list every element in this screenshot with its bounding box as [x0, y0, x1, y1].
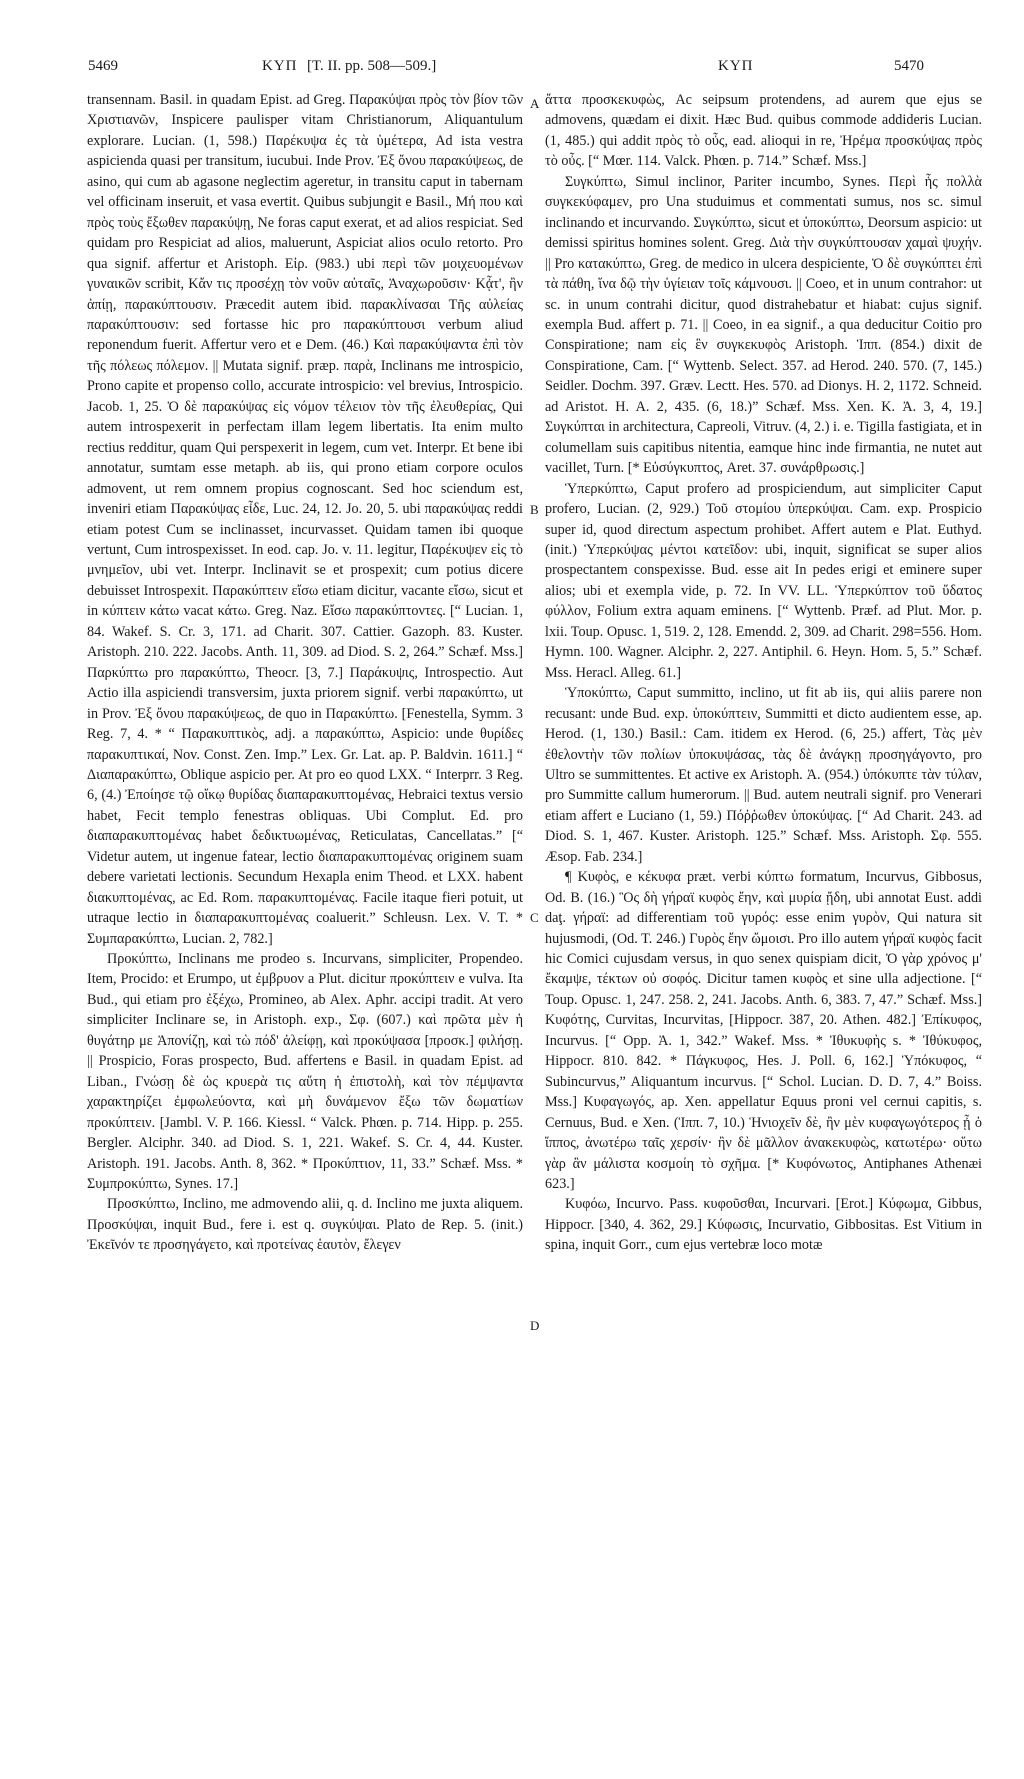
entry-prokypto: Προκύπτω, Inclinans me prodeo s. Incurvans, simpliciter, Propendeo. Item, Procido: et Erumpo, ut ἐμβρυον a Plut. dicitur προκύπτειν e vulva. Ita Bud., qui etiam pro ἐξέχω, Promineo, ab Alex. Aphr. accipi tradit. At vero simpliciter Inclinare se, in Aristoph. exp., Σφ. (607.) καὶ πρῶτα μὲν ἡ θυγάτηρ με Ἀπονίζῃ, καὶ τὼ πόδ' ἀλείφῃ, καὶ προκύψασα [προσκ.] φιλήσῃ. || Prospicio, Foras prospecto, Bud. affertens e Basil. in quadam Epist. ad Liban., Γνώσῃ δὲ ὡς κρυερὰ τις αὕτη ἡ ἐπιστολὴ, καὶ τὸν πέμψαντα χαρακτηρίζει ἐμφωλεύοντα, καὶ μὴ δυνάμενον ἔξω τῶν δωματίων προκύπτειν. [Jambl. V. P. 166. Kiessl. “ Valck. Phœn. p. 714. Hipp. p. 255. Bergler. Alciphr. 340. ad Diod. S. 1, 221. Wakef. S. Cr. 4, 44. Kuster. Aristoph. 191. Jacobs. Anth. 8, 362. * Προκύπτιον, 11, 33.” Schæf. Mss. * Συμπροκύπτω, Synes. 17.] — [87, 951, 523, 1193]
margin-letter-d: D — [530, 1318, 540, 1333]
entry-proskypto-cont: ἄττα προσκεκυφὼς, Ac seipsum protendens, ad aurem que ejus se admovens, quædam ei dixit. Hæc Bud. quibus commode addideris Lucian. (1, 485.) qui addit πρὸς τὸ οὖς, ead. alioqui in re, Ἠρέμα προσκύψας πρὸς τὸ οὖς. [“ Mœr. 114. Valck. Phœn. p. 714.” Schæf. Mss.] — [545, 92, 982, 170]
margin-letter-c: C — [530, 910, 539, 925]
entry-parakypto-cont: transennam. Basil. in quadam Epist. ad Greg. Παρακύψαι πρὸς τὸν βίον τῶν Χριστιανῶν, Inspicere paulisper vitam Christianorum, Aliquantulum explorare. Lucian. (1, 598.) Παρέκυψα ἐς τὰ ὑμέτερα, Ad ista vestra aspicienda quasi per transitum, iucubui. Inde Prov. Ἐξ ὄνου παρακύψεως, de asino, qui cum ab agasone neglectim ageretur, in transitu caput in tabernam vel officinam inseruit, et vasa evertit. Quibus subjungit e Basil., Μή που καὶ πρὸς τοὺς ἔξωθεν παρακύψῃ, Ne foras caput exerat, et ad alios respiciat. Sed quidam pro Respiciat ad alios, maluerunt, Aspiciat alios oculo retorto. Pro qua signif. affertur et Aristoph. Εἰρ. (983.) ubi περὶ τῶν μοιχευομένων γυναικῶν scribit, Κἄν τις προσέχῃ τὸν νοῦν αὐταῖς, Ἀναχωροῦσιν· Κᾆτ', ἢν ἀπίῃ, παρακύπτουσιν. Præcedit autem ibid. παρακλίνασαι Τῆς αὐλείας παρακύπτουσιν: sed fortasse hic pro παρακύπτουσι verbum aliud reponendum fuerit. Affertur vero et e Dem. (46.) Καὶ παρακύψαντα ἐπὶ τὸν τῆς πόλεως πόλεμον. || Mutata signif. præp. παρὰ, Inclinans me introspicio, Prono capite et propenso collo, accurate introspicio: vel brevius, Introspicio. Jacob. 1, 25. Ὁ δὲ παρακύψας εἰς νόμον τέλειον τὸν τῆς ἐλευθερίας, Qui autem introspexerit in perfectam illam legem libertatis. Ita enim multo rectius redditur, quam Qui perspexerit in legem, cum vet. Interpr. Et bene ibi annotatur, sumtam esse metaph. ab iis, qui prono etiam corpore oculos admovent, ut rem omnem propius cognoscant. Sed hoc sciendum est, inveniri etiam Παρακύψας εἶδε, Luc. 24, 12. Jo. 20, 5. ubi παρακύψας reddi etiam potest Cum se inclinasset, incurvasset. Quidam tamen ibi quoque vertunt, Cum introspexisset. In eod. cap. Jo. v. 11. legitur, Παρέκυψεν εἰς τὸ μνημεῖον, ubi vet. Interpr. Inclinavit se et prospexit; cum potius dicere debuisset Introspexit. Παρακύπτειν εἴσω etiam dicitur, vacante εἴσω, sicut et in κύπτειν κάτω vacat κάτω. Greg. Naz. Εἴσω παρακύπτοντες. [“ Lucian. 1, 84. Wakef. S. Cr. 3, 171. ad Charit. 307. Cattier. Gazoph. 83. Kuster. Aristoph. 210. 222. Jacobs. Anth. 11, 309. ad Diod. S. 2, 264.” Schæf. Mss.] Παρκύπτω pro παρακύπτω, Theocr. [3, 7.] Παράκυψις, Introspectio. Aut Actio illa aspiciendi transversim, juxta priorem signif. verbi παρακύπτω, ut in Prov. Ἐξ ὄνου παρακύψεως, de quo in Παρακύπτω. [Fenestella, Symm. 3 Reg. 7, 4. * “ Παρακυπτικὸς, adj. a παρακύπτω, Aspicio: unde θυρίδες παρακυπτικαί, Nov. Const. Zen. Imp.” Lex. Gr. Lat. ap. P. Baldvin. 1611.] “ Διαπαρακύπτω, Oblique aspicio per. At pro eo quod LXX. “ Interprr. 3 Reg. 6, (4.) Ἐποίησε τῷ οἴκῳ θυρίδας διαπαρακυπτομένας, Hebraici textus versio habet, Fecit templo fenestras obliquas. Ubi Complut. Ed. pro διαπαρακυπτομένας habet δεδικτυωμένας, Reticulatas, Cancellatas.” [“ Videtur autem, ut ingenue fatear, lectio διαπαρακυπτομένας originem suam debere varietati lectionis. Secundum Hexapla enim Theod. et LXX. habent διακυπτομένας, ac Ed. Rom. παρακυπτομένας. Facile itaque fieri potuit, ut utraque lectio in διαπαρακυπτομένας coaluerit.” Schleusn. Lex. V. T. * Συμπαρακύπτω, Lucian. 2, 782.] — [87, 92, 524, 947]
entry-kyphoo: Κυφόω, Incurvo. Pass. κυφοῦσθαι, Incurvari. [Erot.] Κύφωμα, Gibbus, Hippocr. [340, 4. 362, 29.] Κύφωσις, Incurvatio, Gibbositas. Est Vitium in spina, inquit Gorr., cum ejus vertebræ loco motæ — [545, 1196, 982, 1254]
left-column — [87, 90, 523, 1256]
entry-synkypto: Συγκύπτω, Simul inclinor, Pariter incumbo, Synes. Περὶ ἧς πολλὰ συγκεκύφαμεν, pro Una studuimus et commentati sumus, nos sc. simul inclinando et incurvando. Συγκύπτω, sicut et ὑποκύπτω, Deorsum aspicio: ut demissi spiritus homines solent. Greg. Διὰ τὴν συγκύπτουσαν χαμαὶ ψυχήν. || Pro κατακύπτω, Greg. de medico in ulcera despiciente, Ὁ δὲ συγκύπτει ἐπὶ τὰ πάθη, ἵνα δῷ τὴν ὑγίειαν τοῖς κάμνουσι. || Coeo, et in unum contrahor: ut sc. in unum contrahi dicitur, quod distrahebatur et hiabat: cujus signif. exempla Bud. affert p. 71. || Coeo, in ea signif., a qua deducitur Coitio pro Conspiratione; nam εἰς ἓν συγκεκυφὸς Aristoph. Ἱππ. (854.) dixit de Conspiratione, Cam. [“ Wyttenb. Select. 357. ad Herod. 240. 570. (7, 145.) Seidler. Dochm. 397. Græv. Lectt. Hes. 570. ad Dionys. H. 2, 1172. Schneid. ad Aristot. H. A. 2, 435. (6, 18.)” Schæf. Mss. Xen. K. Ἀ. 3, 4, 19.] Συγκύπται in architectura, Capreoli, Vitruv. (4, 2.) i. e. Tigilla fastigiata, et in columellam suis capitibus nitentia, eamque hinc inde firmantia, ne nutet aut vacillet, Turn. [* Εὐσύγκυπτος, Aret. 37. συνάρθρωσις.] — [545, 173, 982, 477]
margin-letter-a: A — [530, 96, 540, 111]
margin-letter-b: B — [530, 502, 539, 517]
entry-hypokypto: Ὑποκύπτω, Caput summitto, inclino, ut fit ab iis, qui aliis parere non recusant: unde Bud. exp. ὑποκύπτειν, Summitti et dicto audientem esse, ap. Herod. (1, 130.) Basil.: Cam. itidem ex Herod. (6, 25.) affert, Τὰς μὲν ἐθελοντὴν τῶν πολίων ὑποκυψάσας, τὰς δὲ ἀνάγκῃ προσηγάγοντο, pro Ultro se summittentes. Et active ex Aristoph. Ἀ. (954.) ὑπόκυπτε τὰν τύλαν, pro Summitte callum humerorum. || Bud. autem neutrali signif. pro Venerari etiam affert e Luciano (1, 59.) Πόῤῥωθεν ὑποκύψας. [“ Ad Charit. 243. ad Diod. S. 1, 467. Kuster. Aristoph. 125.” Schæf. Mss. Aristoph. Σφ. 555. Æsop. Fab. 234.] — [545, 685, 982, 865]
left-page-number: 5469 — [88, 58, 118, 74]
entry-proskypto: Προσκύπτω, Inclino, me admovendo alii, q. d. Inclino me juxta aliquem. Προσκύψαι, inquit Bud., fere i. est q. συγκύψαι. Plato de Rep. 5. (init.) Ἐκεῖνόν τε προσηγάγετο, καὶ προτείνας ἑαυτὸν, ἔλεγεν — [87, 1196, 523, 1254]
volume-reference: [T. II. pp. 508—509.] — [307, 58, 437, 74]
right-running-head: ΚΥΠ — [718, 58, 754, 74]
entry-hyperkypto: Ὑπερκύπτω, Caput profero ad prospiciendum, aut simpliciter Caput profero, Lucian. (2, 929.) Τοῦ στομίου ὑπερκύψαι. Cam. exp. Prospicio super id, quod directum aspectum prohibet. Affert autem e Plat. Euthyd. (init.) Ὑπερκύψας μέντοι κατεῖδον: ubi, inquit, significat se super alios prospectantem conspexisse. Bud. esse ait In pedes erigi et eminere super alios; ubi et exempla vide, p. 72. In VV. LL. Ὑπερκύπτον τοῦ ὕδατος φύλλον, Folium extra aquam eminens. [“ Wyttenb. Præf. ad Plut. Mor. p. lxii. Toup. Opusc. 1, 519. 2, 128. Emendd. 2, 309. ad Charit. 298=556. Hom. Hymn. 100. Wagner. Alciphr. 2, 227. Antiphil. 6. Heyn. Hom. 5, 5.” Schæf. Mss. Heracl. Alleg. 61.] — [545, 480, 982, 681]
left-running-head: ΚΥΠ — [262, 58, 298, 74]
entry-kyphos: ¶ Κυφὸς, e κέκυφα præt. verbi κύπτω formatum, Incurvus, Gibbosus, Od. B. (16.) Ὃς δὴ γήραϊ κυφὸς ἔην, καὶ μυρία ᾔδη, ubi annotat Eust. addi daţ. γήραϊ: ad differentiam τοῦ γυρός: esse enim γυρὸν, Qui natura sit hujusmodi, (Od. T. 246.) Γυρὸς ἔην ὤμοισι. Pro illo autem γήραϊ κυφὸς facit hic Comici cujusdam versus, in quo senex quispiam dicit, Ὁ γὰρ χρόνος μ' ἔκαμψε, τέκτων οὐ σοφός. Dicitur tamen κυφὸς et sine ulla adjectione. [“ Toup. Opusc. 1, 247. 258. 2, 241. Jacobs. Anth. 6, 383. 7, 47.” Schæf. Mss.] Κυφότης, Curvitas, Incurvitas, [Hippocr. 387, 20. Athen. 482.] Ἐπίκυφος, Incurvus. [“ Opp. Ἀ. 1, 342.” Wakef. Mss. * Ἰθυκυφὴς s. * Ἰθύκυφος, Hippocr. 810. 842. * Πάγκυφος, Hes. J. Poll. 6, 162.] Ὑπόκυφος, “ Subincurvus,” Aliquantum incurvus. [“ Schol. Lucian. D. D. 7, 4.” Boiss. Mss.] Κυφαγωγός, ap. Xen. appellatur Equus proni vel cernui capitis, s. Cernuus, Bud. e Xen. (Ἱππ. 7, 10.) Ἡνιοχεῖν δὲ, ἢν μὲν κυφαγωγότερος ᾖ ὁ ἵππος, ἀνωτέρω ταῖς χερσίν· ἢν δὲ μᾶλλον ἀνακεκυφὼς, κατωτέρω· οὕτω γὰρ ἂν μάλιστα κοσμοίη τὸ σχῆμα. [* Κυφόνωτος, Antiphanes Athenæi 623.] — [545, 869, 982, 1193]
right-page-number: 5470 — [894, 58, 924, 74]
right-column — [545, 90, 982, 1256]
